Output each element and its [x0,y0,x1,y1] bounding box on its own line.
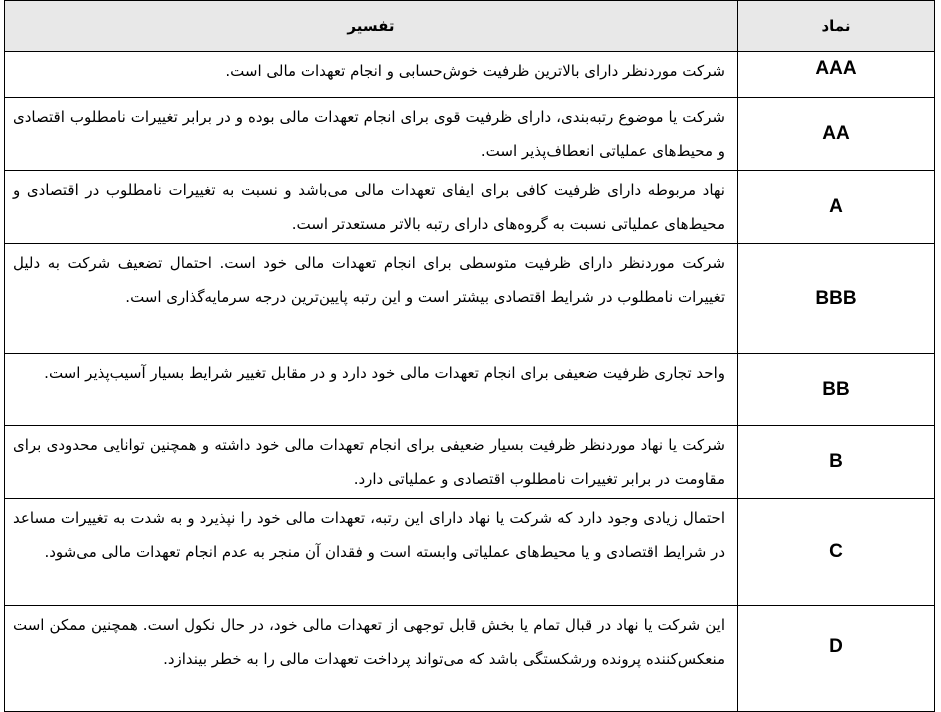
rating-symbol: B [738,426,935,499]
table-row [5,244,935,354]
rating-symbol: D [738,606,935,712]
table-row [5,499,935,606]
rating-description: نهاد مربوطه دارای ظرفیت کافی برای ایفای تعهدات مالی می‌باشد و نسبت به تغییرات نامطلوب در اقتصادی و محیط‌های عملیاتی نسبت به گروه‌های دارای رتبه بالاتر مستعدتر است. [5,171,738,244]
rating-description: این شرکت یا نهاد در قبال تمام یا بخش قابل توجهی از تعهدات مالی خود، در حال نکول است. همچنین ممکن است منعکس‌کننده پرونده ورشکستگی باشد که می‌تواند پرداخت تعهدات مالی را به خطر بیندازد. [5,606,738,712]
rating-description: شرکت موردنظر دارای ظرفیت متوسطی برای انجام تعهدات مالی خود است. احتمال تضعیف شرکت به دلیل تغییرات نامطلوب در شرایط اقتصادی بیشتر است و این رتبه پایین‌ترین درجه سرمایه‌گذاری است. [5,244,738,354]
rating-table [4,0,935,712]
header-description: تفسیر [5,1,738,52]
table-header-row [5,1,935,52]
table-row [5,171,935,244]
rating-description: شرکت یا نهاد موردنظر ظرفیت بسیار ضعیفی برای انجام تعهدات مالی خود داشته و همچنین توانایی محدودی برای مقاومت در برابر تغییرات نامطلوب اقتصادی و عملیاتی دارد. [5,426,738,499]
table-row [5,98,935,171]
rating-symbol: BB [738,354,935,426]
rating-symbol: BBB [738,244,935,354]
rating-symbol: A [738,171,935,244]
rating-table-container [4,0,934,712]
rating-description: شرکت یا موضوع رتبه‌بندی، دارای ظرفیت قوی برای انجام تعهدات مالی بوده و در برابر تغییرات نامطلوب اقتصادی و محیط‌های عملیاتی انعطاف‌پذیر است. [5,98,738,171]
rating-description: واحد تجاری ظرفیت ضعیفی برای انجام تعهدات مالی خود دارد و در مقابل تغییر شرایط بسیار آسیب‌پذیر است. [5,354,738,426]
rating-symbol: AAA [738,52,935,98]
rating-description: احتمال زیادی وجود دارد که شرکت یا نهاد دارای این رتبه، تعهدات مالی خود را نپذیرد و به شدت به تغییرات مساعد در شرایط اقتصادی و یا محیط‌های عملیاتی وابسته است و فقدان آن منجر به عدم انجام تعهدات مالی می‌شود. [5,499,738,606]
rating-description: شرکت موردنظر دارای بالاترین ظرفیت خوش‌حسابی و انجام تعهدات مالی است. [5,52,738,98]
table-row [5,354,935,426]
rating-symbol: AA [738,98,935,171]
table-row [5,426,935,499]
rating-symbol: C [738,499,935,606]
header-symbol: نماد [738,1,935,52]
table-row [5,606,935,712]
table-row [5,52,935,98]
